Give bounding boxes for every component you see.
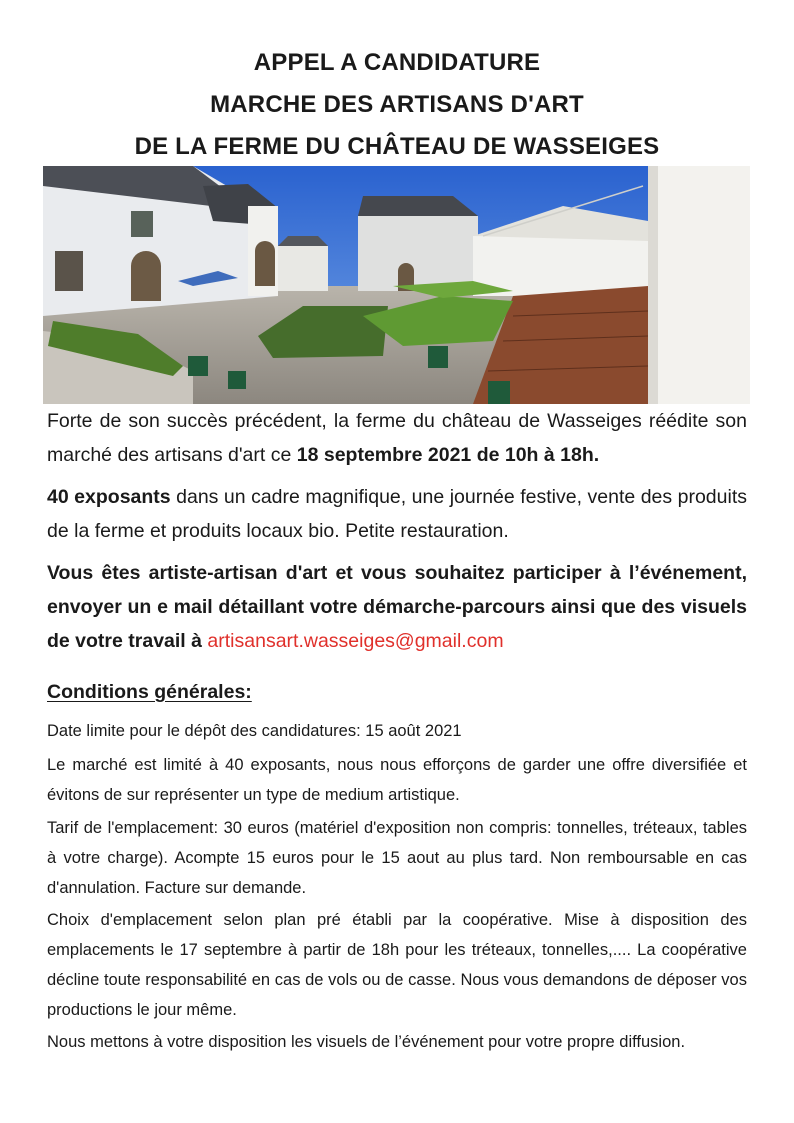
condition-item: Tarif de l'emplacement: 30 euros (matériel d'exposition non compris: tonnelles, tréteaux, tables à votre charge). Acompte 15 euros pour le 15 aout au plus tard. Non remboursable en cas d'annulation. Facture sur demande. <box>47 819 747 897</box>
condition-item: Nous mettons à votre disposition les visuels de l’événement pour votre propre diffusion. <box>47 1033 686 1051</box>
intro-paragraph <box>47 404 747 472</box>
title-line-2: MARCHE DES ARTISANS D'ART <box>210 91 584 118</box>
contact-email-link[interactable]: artisansart.wasseiges@gmail.com <box>207 630 504 652</box>
condition-item: Date limite pour le dépôt des candidatures: 15 août 2021 <box>47 722 462 740</box>
exhibitors-text: dans un cadre magnifique, une journée festive, vente des produits de la ferme et produits locaux bio. Petite restauration. <box>47 486 748 542</box>
title-line-1: APPEL A CANDIDATURE <box>253 49 541 76</box>
intro-text: Forte de son succès précédent, la ferme du château de Wasseiges réédite son marché des artisans d'art ce <box>47 410 747 466</box>
event-date: 18 septembre 2021 de 10h à 18h. <box>296 444 600 466</box>
condition-item: Choix d'emplacement selon plan pré établi par la coopérative. Mise à disposition des emplacements le 17 septembre à partir de 18h pour les tréteaux, tonnelles,.... La coopérative décline toute responsabilité en cas de vols ou de casse. Nous vous demandons de déposer vos productions le jour même. <box>47 911 747 1019</box>
condition-item: Le marché est limité à 40 exposants, nous nous efforçons de garder une offre diversifiée et évitons de sur représenter un type de medium artistique. <box>47 756 747 804</box>
courtyard-panorama-photo <box>43 166 750 404</box>
call-to-action-paragraph <box>47 556 747 658</box>
title-line-3: DE LA FERME DU CHÂTEAU DE WASSEIGES <box>134 133 660 160</box>
exhibitors-paragraph <box>47 480 747 548</box>
conditions-heading: Conditions générales: <box>47 681 252 703</box>
call-to-action-text: Vous êtes artiste-artisan d'art et vous souhaitez participer à l’événement, envoyer un e mail détaillant votre démarche-parcours ainsi que des visuels de votre travail à <box>47 562 747 652</box>
exhibitors-count: 40 exposants <box>47 486 171 508</box>
